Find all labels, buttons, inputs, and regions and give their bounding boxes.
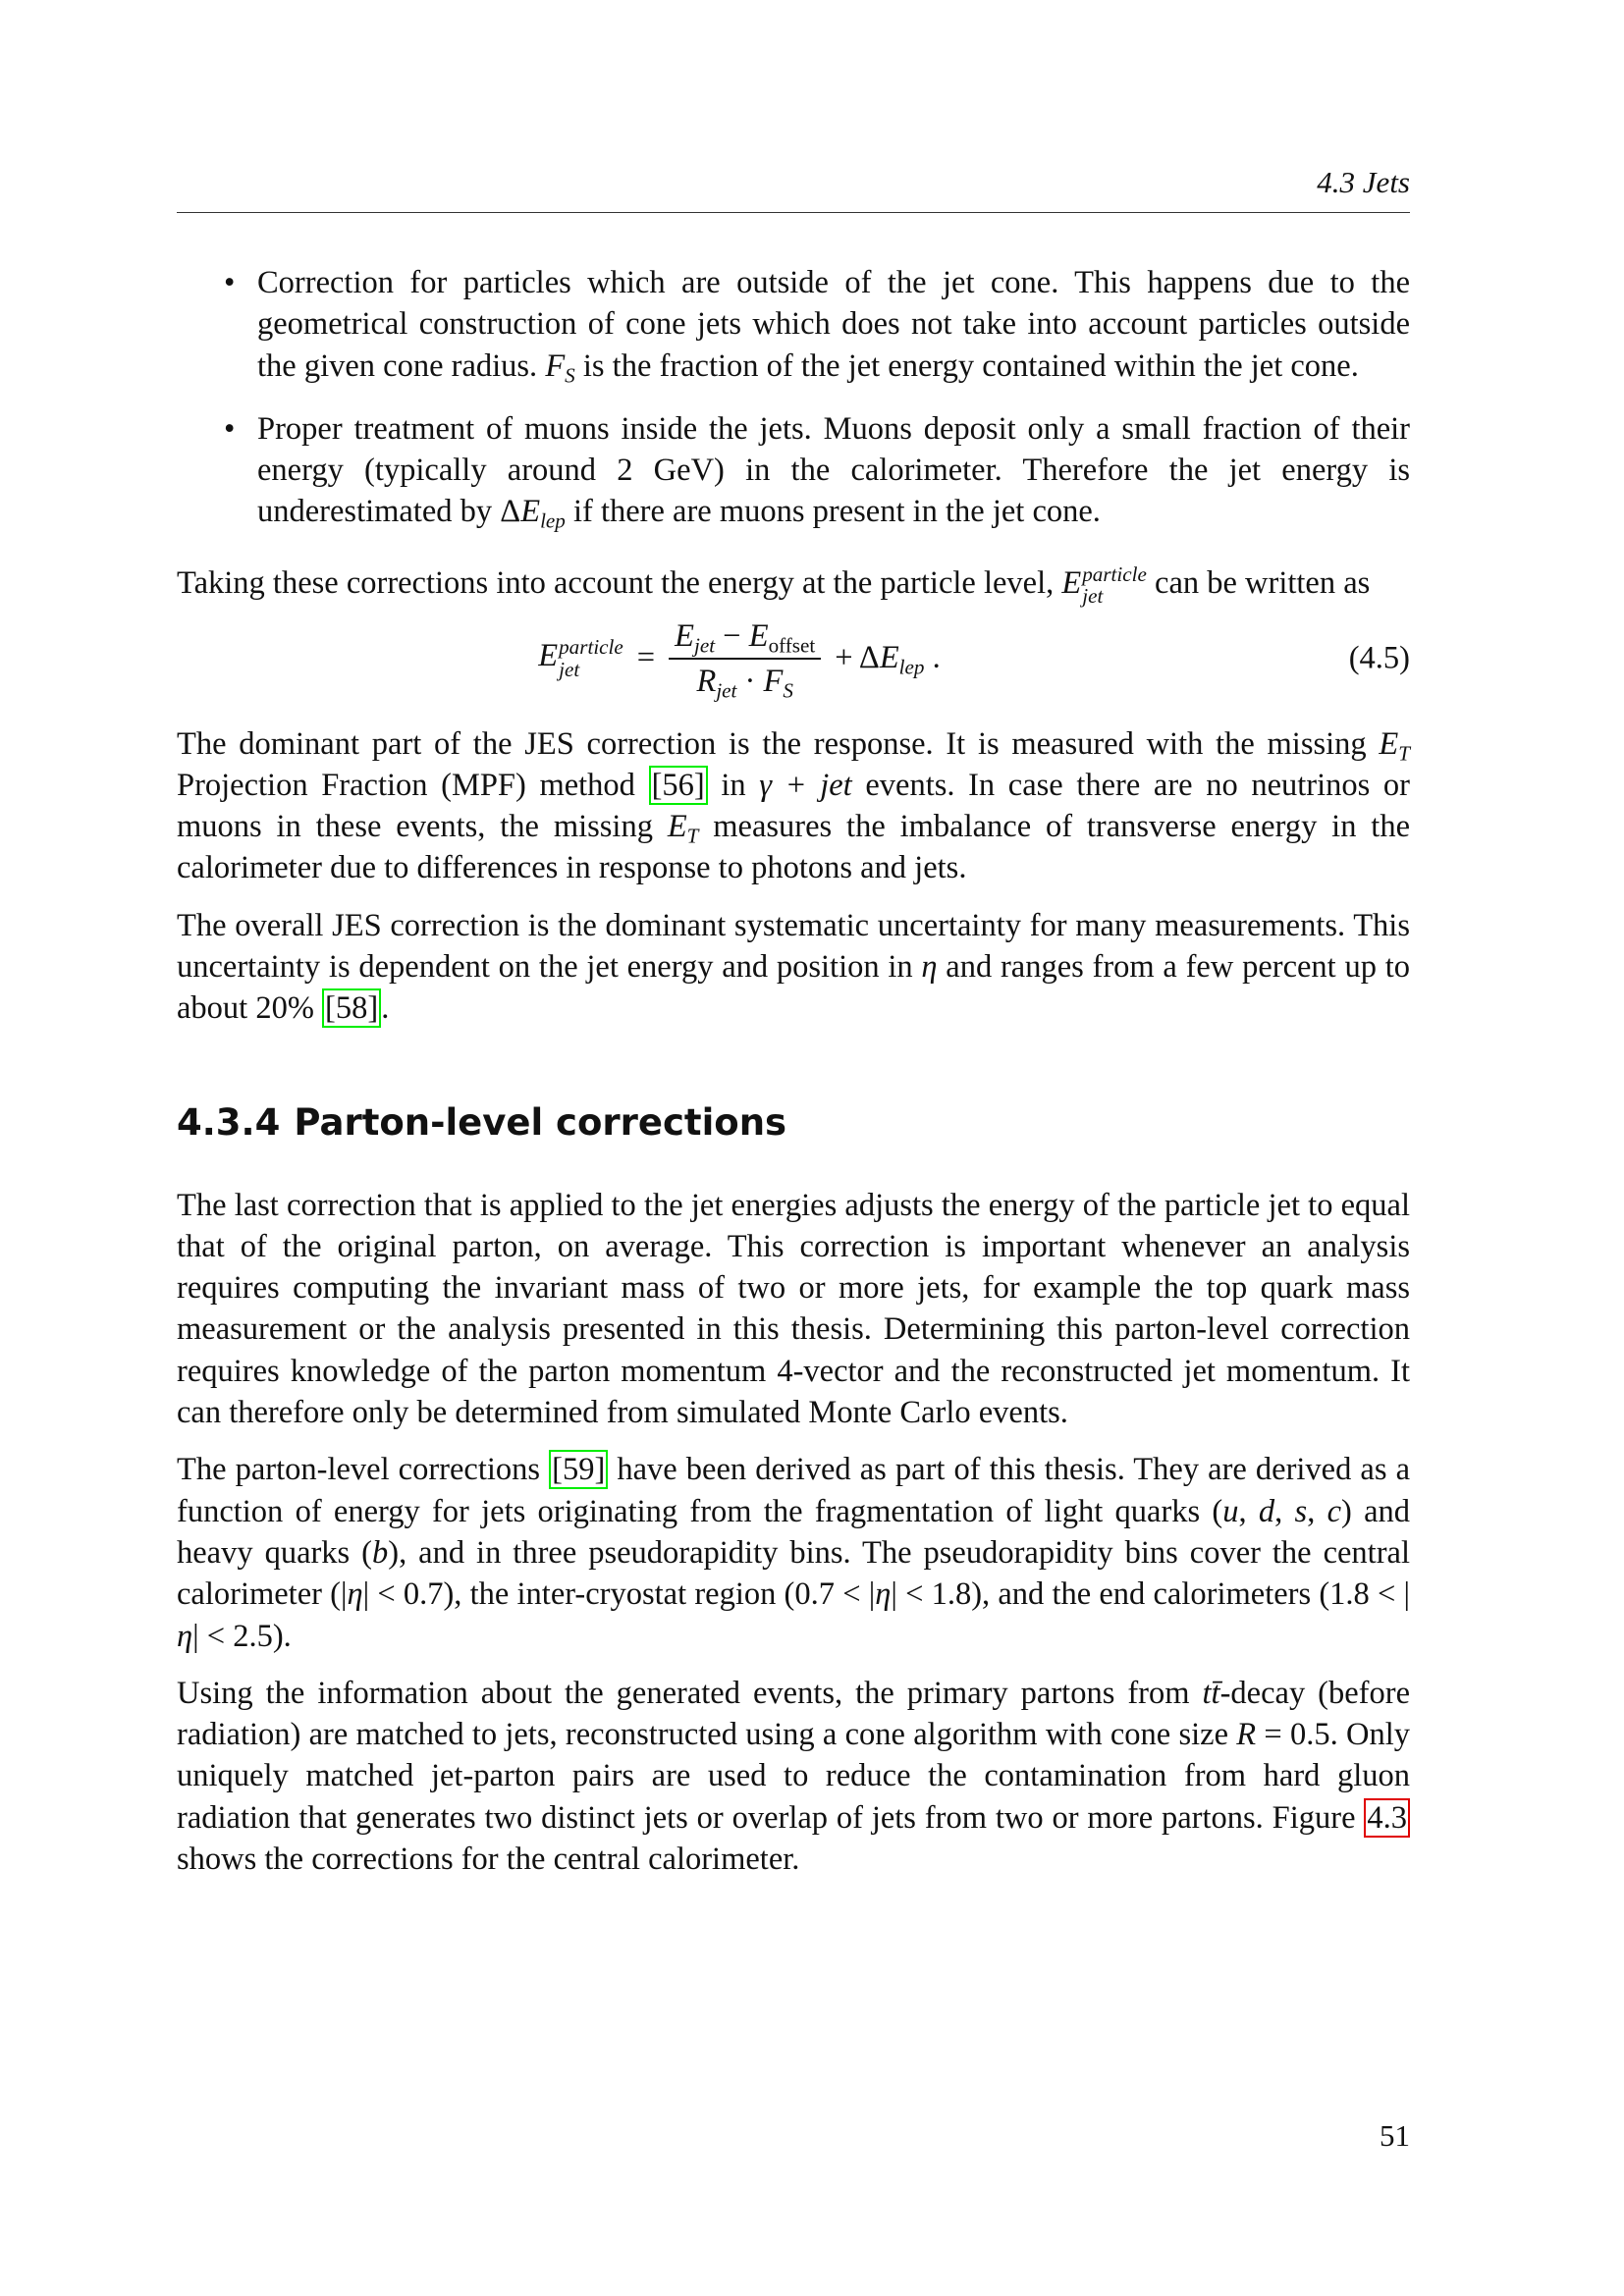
math-subscript: lep — [898, 655, 925, 679]
text-run: if there are muons present in the jet cone. — [565, 494, 1101, 530]
figure-reference-link[interactable]: 4.3 — [1364, 1798, 1410, 1838]
math-symbol — [921, 949, 937, 985]
paragraph — [177, 1185, 1410, 1434]
text-run: Proper treatment of muons inside the jets. Muons deposit only a small fraction of their energy (typically around 2 GeV) in the calorimeter. Therefore the jet energy is underestimated by Δ — [257, 410, 1410, 530]
text-run: , — [1307, 1493, 1327, 1529]
numerator — [669, 616, 821, 660]
math-symbol — [1327, 1494, 1341, 1529]
math-base: E — [667, 809, 687, 845]
text-run: The last correction that is applied to the jet energies adjusts the energy of the particle jet to equal that of the original parton, on average. This correction is important whenever an analysis requires computing the invariant mass of two or more jets, for example the top quark mass measurement or the analysis presented in this thesis. Determining this parton-level correction requires knowledge of the parton momentum 4-vector and the reconstructed jet momentum. It can therefore only be determined from simulated Monte Carlo events. — [177, 1187, 1410, 1431]
math-base: η — [921, 949, 938, 985]
math-symbol — [1061, 562, 1147, 609]
bullet-dot-icon: • — [224, 265, 236, 300]
text-run: · — [736, 663, 764, 699]
math-subscript: lep — [540, 508, 566, 533]
math-base: u — [1222, 1493, 1239, 1529]
text-run: Projection Fraction (MPF) method — [177, 767, 649, 803]
math-base: d — [1258, 1493, 1275, 1529]
math-script-stack — [559, 636, 623, 679]
text-run: in — [707, 767, 760, 803]
math-symbol — [545, 347, 575, 387]
math-base: R — [1236, 1717, 1257, 1753]
text-run: ) and heavy quarks ( — [177, 1493, 1411, 1571]
text-run: ), and in three pseudorapidity bins. The pseudorapidity bins cover the central calorimeter (| — [177, 1534, 1410, 1613]
math-base: γ + jet — [759, 767, 852, 803]
running-header: 4.3 Jets — [1317, 165, 1410, 199]
math-symbol — [759, 768, 851, 803]
bullet-list — [177, 262, 1410, 533]
math-base: E — [520, 494, 541, 530]
page-number: 51 — [1380, 2118, 1410, 2153]
citation-link[interactable]: [59] — [549, 1450, 608, 1489]
math-symbol — [372, 1535, 388, 1571]
math-subscript: S — [783, 677, 793, 702]
math-symbol — [696, 663, 737, 702]
equation-number: (4.5) — [1348, 640, 1410, 676]
math-symbol — [1236, 1717, 1256, 1752]
math-subscript: T — [686, 824, 699, 848]
math-subscript: offset — [768, 632, 816, 657]
text-run: , — [1238, 1493, 1259, 1529]
section-heading — [177, 1100, 1410, 1146]
math-symbol — [875, 1576, 891, 1612]
text-run: Correction for particles which are outside of the jet cone. This happens due to the geometrical construction of cone jets which does not take into account particles outside the given cone radius. — [257, 265, 1410, 384]
text-run: The parton-level corrections — [177, 1452, 550, 1488]
math-symbol — [177, 1619, 192, 1654]
text-run: is the fraction of the jet energy contained within the jet cone. — [574, 347, 1359, 384]
text-run: Using the information about the generated events, the primary partons from — [177, 1675, 1203, 1711]
denominator — [690, 660, 798, 701]
math-base: η — [177, 1618, 193, 1654]
text-run: Taking these corrections into account the energy at the particle level, — [177, 564, 1062, 601]
text-run: + Δ — [835, 640, 880, 676]
text-run: | < 1.8), and the end calorimeters (1.8 < | — [891, 1576, 1410, 1613]
math-base: tt̄ — [1202, 1675, 1220, 1711]
math-symbol — [763, 663, 793, 702]
fraction — [669, 616, 821, 701]
paragraph — [177, 723, 1410, 889]
bullet-dot-icon: • — [224, 410, 236, 447]
math-symbol — [1259, 1494, 1274, 1529]
paragraph — [177, 1449, 1410, 1656]
citation-link[interactable]: [58] — [322, 988, 381, 1028]
math-base: E — [1061, 564, 1082, 601]
math-base: η — [875, 1576, 892, 1613]
math-base: R — [696, 663, 717, 699]
header-rule — [177, 212, 1410, 213]
text-run: | < 0.7), the inter-cryostat region (0.7 < | — [362, 1576, 876, 1613]
page — [177, 0, 1410, 2296]
math-script-stack — [1082, 563, 1147, 607]
citation-link[interactable]: [56] — [649, 766, 708, 805]
math-superscript: particle — [1082, 562, 1147, 587]
text-run: − — [715, 617, 749, 654]
section-number: 4.3.4 — [177, 1100, 281, 1144]
intro-paragraph — [177, 562, 1410, 608]
math-subscript: S — [565, 362, 575, 387]
text-run: measures the imbalance of transverse energy in the calorimeter due to differences in response to photons and jets. — [177, 809, 1410, 886]
paragraph — [177, 905, 1410, 1030]
math-symbol — [520, 494, 566, 533]
math-symbol — [667, 809, 699, 848]
math-symbol — [1203, 1676, 1220, 1711]
paragraph — [177, 1673, 1410, 1880]
text-run: shows the corrections for the central calorimeter. — [177, 1842, 800, 1878]
math-symbol — [538, 635, 623, 681]
math-symbol — [675, 617, 716, 657]
math-symbol — [348, 1576, 363, 1612]
math-base: E — [1379, 725, 1399, 762]
math-symbol — [1295, 1494, 1308, 1529]
text-run: have been derived as part of this thesis. They are derived as a function of energy for jets originating from the fragmentation of light quarks ( — [177, 1452, 1410, 1529]
text-run: . — [924, 640, 941, 676]
paragraph — [177, 562, 1410, 608]
bullet-item — [177, 262, 1410, 387]
math-base: E — [675, 617, 694, 654]
bullet-text — [257, 410, 1410, 533]
equation-4-5 — [177, 612, 1410, 706]
text-run: can be written as — [1146, 564, 1371, 601]
math-base: E — [748, 617, 769, 654]
text-run: | < 2.5). — [192, 1618, 292, 1654]
bullet-item — [177, 408, 1410, 533]
parton-paragraphs — [177, 1185, 1410, 1881]
text-run: The overall JES correction is the dominant systematic uncertainty for many measurements. This uncertainty is dependent on the jet energy and position in — [177, 907, 1410, 985]
math-base: F — [545, 347, 566, 384]
math-base: b — [372, 1534, 389, 1571]
math-subscript: T — [1398, 740, 1410, 765]
text-run: events. In case there are no neutrinos or muons in these events, the missing — [177, 767, 1410, 845]
text-run: = 0.5. Only uniquely matched jet-parton pairs are used to reduce the contamination from hard gluon radiation that generates two distinct jets or overlap of jets from two or more partons. Figure — [177, 1717, 1410, 1836]
math-base: η — [347, 1576, 363, 1613]
section-title: Parton-level corrections — [294, 1100, 787, 1144]
math-subscript: jet — [559, 657, 580, 681]
math-subscript: jet — [694, 632, 716, 657]
math-superscript: particle — [559, 635, 623, 660]
math-symbol — [1379, 725, 1410, 765]
equals-sign: = — [636, 640, 656, 676]
math-base: E — [879, 640, 899, 676]
math-symbol — [748, 617, 816, 657]
equation-tail — [835, 640, 941, 679]
text-run: , — [1274, 1493, 1295, 1529]
text-run: The dominant part of the JES correction is the response. It is measured with the missing — [177, 725, 1380, 762]
math-base: c — [1326, 1493, 1342, 1529]
equation-lhs — [538, 636, 623, 679]
math-symbol — [1222, 1494, 1238, 1529]
text-run: . — [381, 990, 390, 1027]
math-subscript: jet — [1082, 584, 1104, 609]
math-base: F — [763, 663, 784, 699]
math-subscript: jet — [716, 677, 737, 702]
text-run: -decay (before radiation) are matched to jets, reconstructed using a cone algorithm with cone size — [177, 1675, 1411, 1753]
math-base: E — [538, 637, 559, 673]
text-run: and ranges from a few percent up to about 20% — [177, 949, 1410, 1027]
math-base: s — [1294, 1493, 1308, 1529]
bullet-text — [257, 265, 1410, 387]
jes-paragraphs — [177, 723, 1410, 1030]
math-symbol — [879, 640, 925, 679]
